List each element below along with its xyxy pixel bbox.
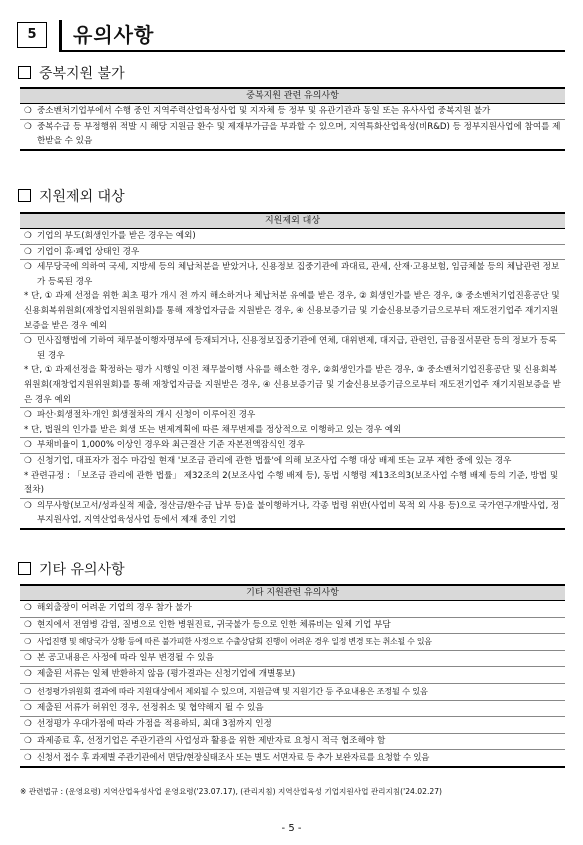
table-row: ❍ 본 공고내용은 사정에 따라 일부 변경될 수 있음 [20,651,565,668]
page-title: 유의사항 [73,23,155,47]
table-header: 지원제외 대상 [20,214,565,229]
table-other [20,584,565,768]
table-header: 중복지원 관련 유의사항 [20,89,565,104]
page-number: - 5 - [281,823,302,834]
table-row: ❍ 해외출장이 어려운 기업의 경우 참가 불가 [20,601,565,618]
table-row: ❍ 신청기업, 대표자가 접수 마감일 현재 '보조금 관리에 관한 법률'에 의해 보조사업 수행 대상 배제 또는 교부 제한 중에 있는 경우 [24,455,512,466]
table-row: ❍ 중소벤처기업부에서 수행 중인 지역주력산업육성사업 및 지자체 등 정부 및 유관기관과 동일 또는 유사사업 중복지원 불가 [20,104,565,120]
table-row: ❍ 선정평가 우대가점에 따라 가점을 적용하되, 최대 3점까지 인정 [20,717,565,734]
section-title-duplicate: 중복지원 불가 [18,63,125,83]
table-row: ❍ 제출된 서류는 일체 반환하지 않음 (평가결과는 신청기업에 개별통보) [20,667,565,684]
square-bullet-icon [18,562,31,575]
table-row: ❍ 과제종료 후, 선정기업은 주관기관의 사업성과 활용을 위한 제반자료 요청시 적극 협조해야 함 [20,734,565,751]
section-header [17,20,565,50]
table-exclusion [20,212,565,530]
table-row: ❍ 사업진행 및 해당국가 상황 등에 따른 불가피한 사정으로 수출상담회 진행이 어려운 경우 일정 변경 또는 취소될 수 있음 [20,634,565,651]
table-row: ❍ 선정평가위원회 결과에 따라 지원대상에서 제외될 수 있으며, 지원금액 및 지원기간 등 주요내용은 조정될 수 있음 [20,684,565,701]
header-rule [59,50,565,52]
section-title-other: 기타 유의사항 [18,559,125,579]
table-row-note: * 관련규정 : 「보조금 관리에 관한 법률」 제32조의 2(보조사업 수행 배제 등), 동법 시행령 제13조의3(보조사업 수행 배제 등의 기준, 방법 및 절차) [20,469,565,499]
header-bar [59,20,62,50]
table-row: ❍ 현지에서 전염병 감염, 질병으로 인한 병원진료, 귀국불가 등으로 인한 체류비는 일체 기업 부담 [20,618,565,635]
table-row: ❍ 기업의 부도(회생인가를 받은 경우는 예외) [20,229,565,245]
table-duplicate [20,87,565,151]
table-row: ❍ 부채비율이 1,000% 이상인 경우와 최근결산 기준 자본전액잠식인 경우 [20,438,565,454]
section-title-exclusion: 지원제외 대상 [18,186,125,206]
square-bullet-icon [18,66,31,79]
footnote: ※ 관련법규 : (운영요령) 지역산업육성사업 운영요령('23.07.17), (관리지침) 지역산업육성 기업지원사업 관리지침('24.02.27) [20,787,442,796]
table-row: ❍ 민사집행법에 기하여 채무불이행자명부에 등재되거나, 신용정보집중기관에 연체, 대위변제, 대지급, 관련인, 금융질서문란 등의 정보가 등록된 경우 [24,336,557,361]
table-row: ❍ 제출된 서류가 허위인 경우, 선정취소 및 협약해지 될 수 있음 [20,701,565,718]
table-row: ❍ 기업이 휴·폐업 상태인 경우 [20,245,565,261]
table-row: ❍ 의무사항(보고서/성과실적 제출, 정산금/환수금 납부 등)을 불이행하거나, 각종 법령 위반(사업비 목적 외 사용 등)으로 국가연구개발사업, 정부지원사업, 지역산업육성사업 등에서 제재 중인 기업 [24,500,560,526]
table-row: ❍ 세무당국에 의하여 국세, 지방세 등의 체납처분을 받았거나, 신용정보 집중기관에 과대료, 관세, 산재·고용보험, 임금체불 등의 체납관련 정보가 등록된 경우 [24,262,560,287]
section-number: 5 [17,22,47,48]
table-row: ❍ 중복수급 등 부정행위 적발 시 해당 지원금 환수 및 제재부가금을 부과할 수 있으며, 지역특화산업육성(비R&D) 등 정부지원사업에 참여를 제한받을 수 있음 [24,121,561,147]
square-bullet-icon [18,189,31,202]
table-row: ❍ 신청서 접수 후 과제별 주관기관에서 면담/현장실태조사 또는 별도 서면자료 등 추가 보완자료를 요청할 수 있음 [24,752,430,763]
table-header: 기타 지원관련 유의사항 [20,586,565,601]
table-row-note: * 단, 법원의 인가를 받은 회생 또는 변제계획에 따른 채무변제를 정상적으로 이행하고 있는 경우 예외 [20,423,565,439]
table-row: ❍ 파산·회생절차·개인 회생절차의 개시 신청이 이루어진 경우 [24,410,256,421]
table-row-note: * 단, ① 과제 선정을 위한 최초 평가 개시 전 까지 해소하거나 체납처분 유예를 받은 경우, ② 회생인가를 받은 경우, ③ 중소벤처기업진흥공단 및 신용회복위원회(재창업지원위원회)를 통해 재창업자금을 지원받은 경우, ④ 신용보증기금 및 기술신용보증기금으로부터 재도전기업주 재기지원보증을 받은 경우 예외 [20,289,565,334]
table-row-note: * 단, ① 과제선정을 확정하는 평가 시행일 이전 채무불이행 사유를 해소한 경우, ②회생인가를 받은 경우, ③ 중소벤처기업진흥공단 및 신용회복위원회(재창업지원위원회)를 통해 재창업자금을 지원받은 경우, ④ 신용보증기금 및 기술신용보증기금으로부터 재도전기업주 재기지원보증을 받은 경우 예외 [20,363,565,408]
